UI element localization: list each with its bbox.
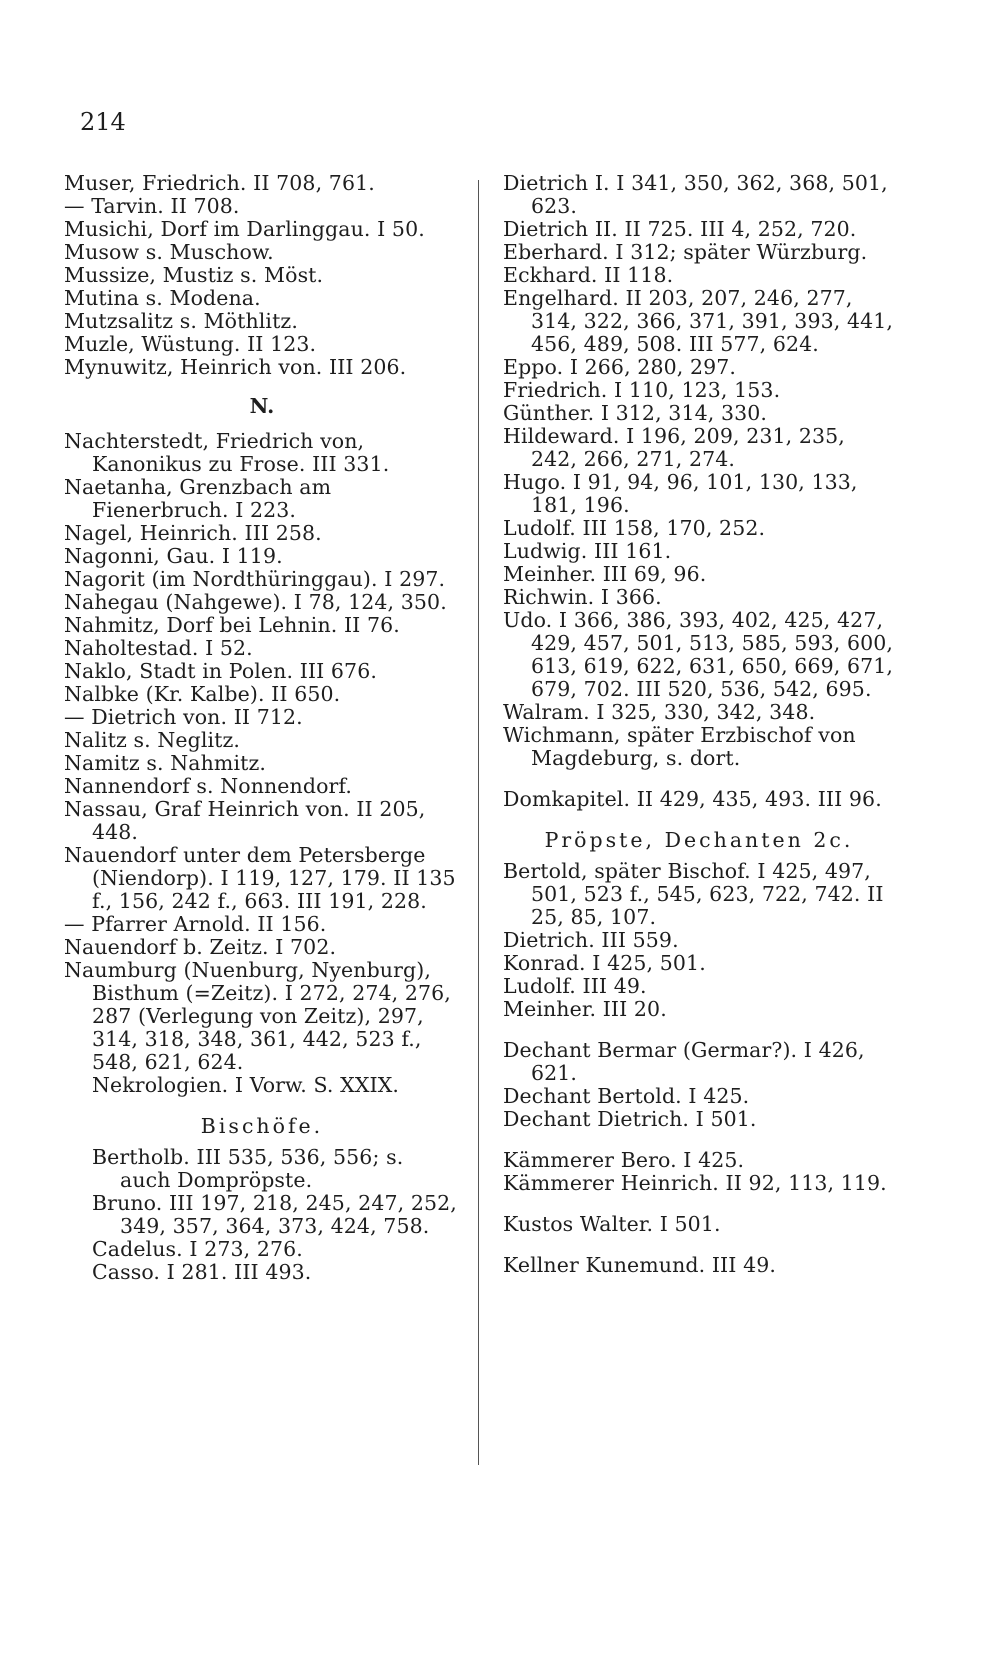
index-entry: Kellner Kunemund. III 49. <box>503 1253 776 1277</box>
index-entry: — Pfarrer Arnold. II 156. <box>64 912 327 936</box>
subsection-heading: Pröpste, Dechanten 2c. <box>544 828 854 852</box>
spacer <box>503 1195 895 1213</box>
index-entry: Nagonni, Gau. I 119. <box>64 544 283 568</box>
index-entry: Kustos Walter. I 501. <box>503 1212 721 1236</box>
index-entry: Muser, Friedrich. II 708, 761. <box>64 171 375 195</box>
index-entry: Friedrich. I 110, 123, 153. <box>503 378 781 402</box>
index-entry: Kämmerer Bero. I 425. <box>503 1148 745 1172</box>
index-entry: Eckhard. II 118. <box>503 263 674 287</box>
index-entry: Musow s. Muschow. <box>64 240 274 264</box>
index-entry: Nauendorf unter dem Petersberge (Niendorp). I 119, 127, 179. II 135 f., 156, 242 f., 663. III 191, 228. <box>64 843 456 913</box>
spacer <box>503 1236 895 1254</box>
index-entry: Naetanha, Grenzbach am Fienerbruch. I 223. <box>64 475 332 522</box>
index-entry: Mutzsalitz s. Möthlitz. <box>64 309 298 333</box>
index-entry: Konrad. I 425, 501. <box>503 951 706 975</box>
index-entry: Dechant Bermar (Germar?). I 426, 621. <box>503 1038 865 1085</box>
index-entry: Hildeward. I 196, 209, 231, 235, 242, 266, 271, 274. <box>503 424 845 471</box>
index-entry: Mussize, Mustiz s. Möst. <box>64 263 324 287</box>
index-entry: Mutina s. Modena. <box>64 286 261 310</box>
index-subentry: Bertholb. III 535, 536, 556; s. auch Dompröpste. <box>92 1145 404 1192</box>
index-entry: Nahegau (Nahgewe). I 78, 124, 350. <box>64 590 447 614</box>
index-entry: Ludolf. III 158, 170, 252. <box>503 516 766 540</box>
index-entry: Nalitz s. Neglitz. <box>64 728 241 752</box>
index-subentry: Nekrologien. I Vorw. S. XXIX. <box>92 1073 400 1097</box>
index-entry: Wichmann, später Erzbischof von Magdeburg, s. dort. <box>503 723 856 770</box>
spacer <box>503 1021 895 1039</box>
index-entry: Naklo, Stadt in Polen. III 676. <box>64 659 377 683</box>
index-entry: Dietrich I. I 341, 350, 362, 368, 501, 623. <box>503 171 888 218</box>
index-entry: Nagorit (im Nordthüringgau). I 297. <box>64 567 446 591</box>
index-entry: Eberhard. I 312; später Würzburg. <box>503 240 868 264</box>
right-index-column <box>503 172 895 1277</box>
index-entry: Nassau, Graf Heinrich von. II 205, 448. <box>64 797 426 844</box>
index-entry: Richwin. I 366. <box>503 585 662 609</box>
subsection-heading: Bischöfe. <box>200 1114 324 1138</box>
index-subentry: Bruno. III 197, 218, 245, 247, 252, 349, 357, 364, 373, 424, 758. <box>92 1191 457 1238</box>
index-entry: Naumburg (Nuenburg, Nyenburg), Bisthum (=Zeitz). I 272, 274, 276, 287 (Verlegung von Zeitz), 297, 314, 318, 348, 361, 442, 523 f., 548, 621, 624. <box>64 958 451 1074</box>
index-entry: Domkapitel. II 429, 435, 493. III 96. <box>503 787 882 811</box>
page-number: 214 <box>80 108 126 136</box>
index-entry: Mynuwitz, Heinrich von. III 206. <box>64 355 407 379</box>
index-entry: Muzle, Wüstung. II 123. <box>64 332 317 356</box>
index-entry: Bertold, später Bischof. I 425, 497, 501, 523 f., 545, 623, 722, 742. II 25, 85, 107. <box>503 859 884 929</box>
index-entry: Nauendorf b. Zeitz. I 702. <box>64 935 337 959</box>
index-entry: Walram. I 325, 330, 342, 348. <box>503 700 816 724</box>
index-entry: Günther. I 312, 314, 330. <box>503 401 768 425</box>
spacer <box>503 1131 895 1149</box>
index-entry: Nannendorf s. Nonnendorf. <box>64 774 352 798</box>
left-index-column <box>64 172 460 1284</box>
index-entry: Ludwig. III 161. <box>503 539 672 563</box>
index-entry: Meinher. III 69, 96. <box>503 562 707 586</box>
index-entry: Nachterstedt, Friedrich von, Kanonikus zu Frose. III 331. <box>64 429 390 476</box>
index-entry: Nahmitz, Dorf bei Lehnin. II 76. <box>64 613 400 637</box>
spacer <box>503 770 895 788</box>
index-entry: Dietrich. III 559. <box>503 928 679 952</box>
index-entry: Namitz s. Nahmitz. <box>64 751 266 775</box>
index-entry: — Dietrich von. II 712. <box>64 705 303 729</box>
index-entry: Nagel, Heinrich. III 258. <box>64 521 322 545</box>
index-entry: — Tarvin. II 708. <box>64 194 240 218</box>
index-entry: Eppo. I 266, 280, 297. <box>503 355 737 379</box>
column-divider <box>478 180 479 1465</box>
index-subentry: Cadelus. I 273, 276. <box>92 1237 303 1261</box>
index-entry: Meinher. III 20. <box>503 997 667 1021</box>
section-heading: N. <box>249 394 275 418</box>
index-entry: Dechant Bertold. I 425. <box>503 1084 750 1108</box>
index-entry: Dechant Dietrich. I 501. <box>503 1107 757 1131</box>
index-entry: Udo. I 366, 386, 393, 402, 425, 427, 429, 457, 501, 513, 585, 593, 600, 613, 619, 622, 631, 650, 669, 671, 679, 702. III 520, 536, 542, 695. <box>503 608 894 701</box>
index-entry: Kämmerer Heinrich. II 92, 113, 119. <box>503 1171 887 1195</box>
index-entry: Musichi, Dorf im Darlinggau. I 50. <box>64 217 425 241</box>
index-subentry: Casso. I 281. III 493. <box>92 1260 312 1284</box>
index-entry: Ludolf. III 49. <box>503 974 647 998</box>
index-entry: Dietrich II. II 725. III 4, 252, 720. <box>503 217 857 241</box>
index-entry: Naholtestad. I 52. <box>64 636 253 660</box>
index-entry: Engelhard. II 203, 207, 246, 277, 314, 322, 366, 371, 391, 393, 441, 456, 489, 508. III 577, 624. <box>503 286 894 356</box>
index-entry: Nalbke (Kr. Kalbe). II 650. <box>64 682 341 706</box>
index-entry: Hugo. I 91, 94, 96, 101, 130, 133, 181, 196. <box>503 470 858 517</box>
